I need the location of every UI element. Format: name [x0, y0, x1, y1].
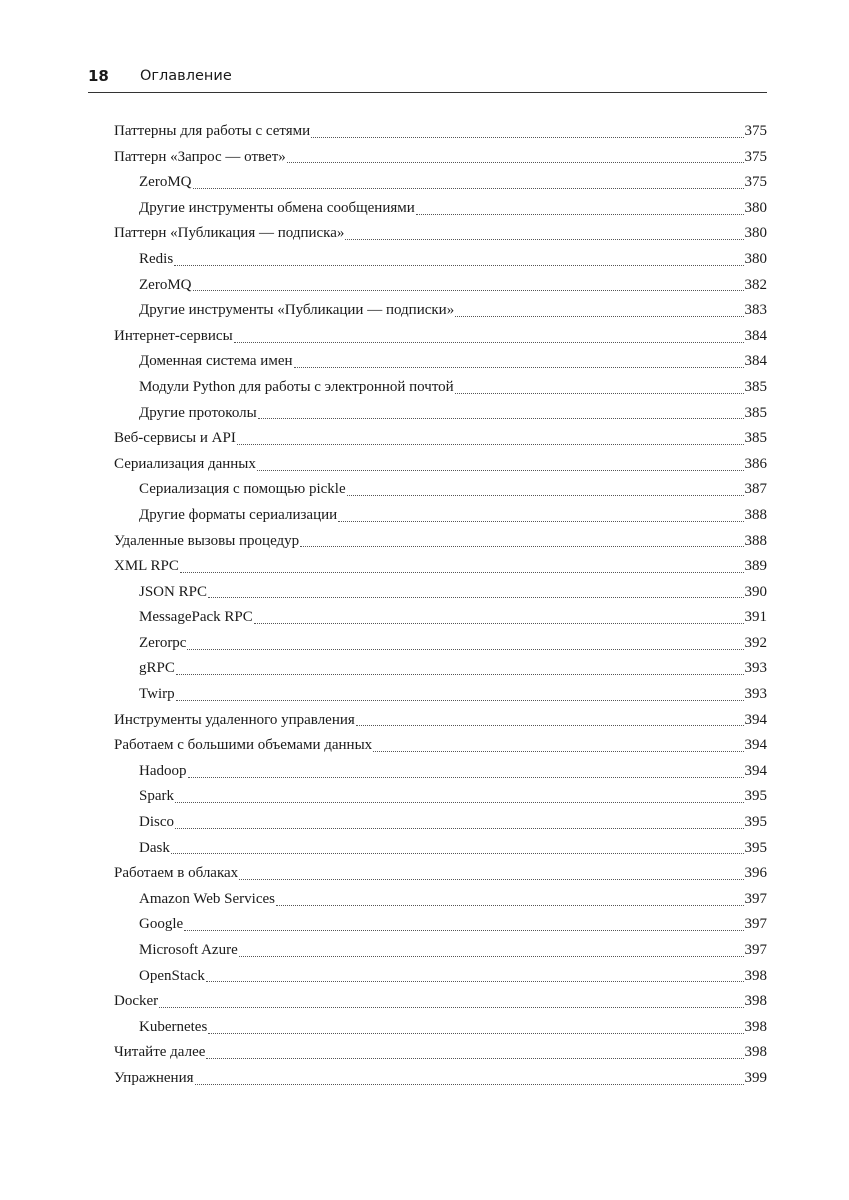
- toc-entry-title: Удаленные вызовы процедур: [114, 532, 300, 549]
- toc-entry-page: 394: [744, 711, 767, 728]
- toc-entry-page: 395: [744, 788, 767, 805]
- dot-leader: [208, 596, 744, 598]
- toc-entry-title: ZeroMQ: [139, 276, 192, 293]
- dot-leader: [276, 904, 744, 906]
- toc-entry-page: 384: [744, 353, 767, 370]
- toc-entry-title: Dask: [139, 839, 170, 856]
- toc-entry-page: 383: [744, 302, 767, 319]
- toc-entry[interactable]: [114, 682, 767, 708]
- dot-leader: [175, 827, 744, 829]
- toc-entry-page: 385: [744, 404, 767, 421]
- toc-entry-page: 385: [744, 378, 767, 395]
- toc-entry[interactable]: [114, 938, 767, 964]
- toc-entry-title: Доменная система имен: [139, 353, 293, 370]
- toc-entry[interactable]: [114, 170, 767, 196]
- dot-leader: [175, 801, 744, 803]
- toc-entry[interactable]: [114, 861, 767, 887]
- toc-entry[interactable]: [114, 477, 767, 503]
- toc-entry-title: Другие протоколы: [139, 404, 257, 421]
- dot-leader: [176, 673, 744, 675]
- toc-entry-page: 398: [744, 1018, 767, 1035]
- toc-entry[interactable]: [114, 887, 767, 913]
- toc-entry[interactable]: [114, 836, 767, 862]
- toc-entry-page: 386: [744, 455, 767, 472]
- toc-entry[interactable]: [114, 349, 767, 375]
- toc-entry-page: 389: [744, 558, 767, 575]
- toc-entry[interactable]: [114, 605, 767, 631]
- toc-entry-page: 375: [744, 123, 767, 139]
- toc-entry-title: Веб-сервисы и API: [114, 430, 236, 447]
- toc-entry-page: 393: [744, 660, 767, 677]
- toc-entry[interactable]: [114, 503, 767, 529]
- toc-entry-title: Сериализация данных: [114, 455, 256, 472]
- toc-entry-title: Spark: [139, 788, 174, 805]
- dot-leader: [356, 724, 744, 726]
- toc-entry-page: 399: [744, 1069, 767, 1086]
- toc-entry-page: 388: [744, 532, 767, 549]
- toc-entry-title: Disco: [139, 814, 174, 831]
- toc-entry[interactable]: [114, 145, 767, 171]
- dot-leader: [171, 852, 744, 854]
- dot-leader: [345, 238, 743, 240]
- toc-entry[interactable]: [114, 631, 767, 657]
- toc-entry[interactable]: [114, 554, 767, 580]
- toc-entry-page: 392: [744, 634, 767, 651]
- toc-entry-title: Amazon Web Services: [139, 890, 275, 907]
- toc-entry-title: Упражнения: [114, 1069, 194, 1086]
- toc-entry[interactable]: [114, 196, 767, 222]
- toc-entry-page: 380: [744, 199, 767, 216]
- toc-entry[interactable]: [114, 580, 767, 606]
- toc-entry[interactable]: [114, 221, 767, 247]
- dot-leader: [239, 955, 744, 957]
- page-number: 18: [88, 67, 109, 85]
- toc-entry-page: 375: [744, 174, 767, 191]
- dot-leader: [174, 264, 743, 266]
- toc-entry-title: Twirp: [139, 686, 175, 703]
- toc-entry-page: 397: [744, 942, 767, 958]
- toc-entry-title: Другие инструменты «Публикации — подписки»: [139, 302, 455, 319]
- dot-leader: [294, 366, 744, 368]
- toc-entry-title: OpenStack: [139, 967, 205, 984]
- toc-entry-page: 387: [744, 481, 767, 498]
- dot-leader: [206, 980, 744, 982]
- toc-entry-page: 390: [744, 583, 767, 600]
- dot-leader: [311, 136, 743, 138]
- toc-entry-page: 384: [744, 327, 767, 344]
- toc-entry-title: Инструменты удаленного управления: [114, 711, 355, 728]
- page-header: [88, 66, 767, 93]
- toc-entry[interactable]: [114, 708, 767, 734]
- toc-entry[interactable]: [114, 452, 767, 478]
- toc-entry-title: Паттерны для работы с сетями: [114, 123, 311, 139]
- toc-entry-title: Docker: [114, 993, 159, 1010]
- dot-leader: [188, 776, 744, 778]
- toc-entry[interactable]: [114, 375, 767, 401]
- dot-leader: [239, 878, 743, 880]
- toc-entry-title: XML RPC: [114, 558, 179, 575]
- toc-entry[interactable]: [114, 119, 767, 145]
- toc-entry-title: Паттерн «Запрос — ответ»: [114, 148, 286, 165]
- toc-entry[interactable]: [114, 733, 767, 759]
- toc-entry[interactable]: [114, 298, 767, 324]
- dot-leader: [180, 571, 744, 573]
- dot-leader: [206, 1057, 743, 1059]
- toc-entry-page: 398: [744, 1044, 767, 1061]
- toc-entry-page: 394: [744, 737, 767, 754]
- dot-leader: [237, 443, 744, 445]
- toc-entry-page: 382: [744, 276, 767, 293]
- dot-leader: [455, 315, 743, 317]
- dot-leader: [300, 545, 743, 547]
- dot-leader: [195, 1083, 744, 1085]
- toc-entry-title: Читайте далее: [114, 1044, 206, 1061]
- toc-entry-title: Работаем в облаках: [114, 865, 239, 882]
- toc-entry-title: Паттерн «Публикация — подписка»: [114, 225, 345, 242]
- toc-entry-title: Интернет-сервисы: [114, 327, 233, 344]
- toc-entry[interactable]: [114, 324, 767, 350]
- toc-entry-title: gRPC: [139, 660, 175, 677]
- dot-leader: [455, 392, 744, 394]
- toc-entry-title: Hadoop: [139, 762, 187, 779]
- dot-leader: [258, 417, 744, 419]
- toc-entry[interactable]: [114, 759, 767, 785]
- toc-entry-page: 394: [744, 762, 767, 779]
- table-of-contents: [114, 119, 767, 1092]
- toc-entry[interactable]: [114, 273, 767, 299]
- running-title: Оглавление: [140, 68, 232, 84]
- toc-entry-page: 380: [744, 225, 767, 242]
- toc-entry[interactable]: [114, 989, 767, 1015]
- toc-entry-title: Работаем с большими объемами данных: [114, 737, 373, 754]
- toc-entry[interactable]: [114, 529, 767, 555]
- dot-leader: [254, 622, 744, 624]
- toc-entry-page: 397: [744, 890, 767, 907]
- dot-leader: [257, 469, 744, 471]
- dot-leader: [287, 161, 744, 163]
- toc-entry-page: 375: [744, 148, 767, 165]
- toc-entry-page: 397: [744, 916, 767, 933]
- dot-leader: [347, 494, 744, 496]
- toc-entry-page: 385: [744, 430, 767, 447]
- toc-entry-page: 398: [744, 993, 767, 1010]
- toc-entry[interactable]: [114, 810, 767, 836]
- toc-entry[interactable]: [114, 1066, 767, 1092]
- toc-entry[interactable]: [114, 964, 767, 990]
- toc-entry-page: 395: [744, 839, 767, 856]
- toc-entry[interactable]: [114, 784, 767, 810]
- dot-leader: [373, 750, 743, 752]
- toc-entry-page: 395: [744, 814, 767, 831]
- toc-entry-title: Kubernetes: [139, 1018, 208, 1035]
- toc-entry[interactable]: [114, 247, 767, 273]
- toc-entry-page: 398: [744, 967, 767, 984]
- toc-entry-title: MessagePack RPC: [139, 609, 253, 626]
- toc-entry[interactable]: [114, 1040, 767, 1066]
- toc-entry[interactable]: [114, 656, 767, 682]
- toc-entry-title: Другие форматы сериализации: [139, 506, 338, 523]
- toc-entry-page: 380: [744, 250, 767, 267]
- toc-entry-title: Redis: [139, 250, 174, 267]
- toc-entry-page: 396: [744, 865, 767, 882]
- toc-entry-title: Google: [139, 916, 184, 933]
- dot-leader: [187, 648, 743, 650]
- dot-leader: [193, 187, 744, 189]
- toc-entry-title: ZeroMQ: [139, 174, 192, 191]
- toc-entry-page: 388: [744, 506, 767, 523]
- dot-leader: [176, 699, 744, 701]
- toc-entry-title: Другие инструменты обмена сообщениями: [139, 199, 415, 216]
- toc-entry[interactable]: [114, 912, 767, 938]
- toc-entry[interactable]: [114, 401, 767, 427]
- toc-entry-page: 391: [744, 609, 767, 626]
- dot-leader: [338, 520, 743, 522]
- toc-entry-title: Сериализация с помощью pickle: [139, 481, 346, 498]
- dot-leader: [416, 213, 744, 215]
- dot-leader: [159, 1006, 743, 1008]
- dot-leader: [234, 341, 744, 343]
- toc-entry-title: Zerorpc: [139, 634, 187, 651]
- dot-leader: [184, 929, 743, 931]
- dot-leader: [208, 1032, 743, 1034]
- toc-entry-title: Microsoft Azure: [139, 942, 238, 958]
- toc-entry[interactable]: [114, 1015, 767, 1041]
- toc-entry-title: JSON RPC: [139, 583, 207, 600]
- toc-entry-page: 393: [744, 686, 767, 703]
- toc-entry[interactable]: [114, 426, 767, 452]
- toc-entry-title: Модули Python для работы с электронной почтой: [139, 378, 454, 395]
- dot-leader: [193, 289, 744, 291]
